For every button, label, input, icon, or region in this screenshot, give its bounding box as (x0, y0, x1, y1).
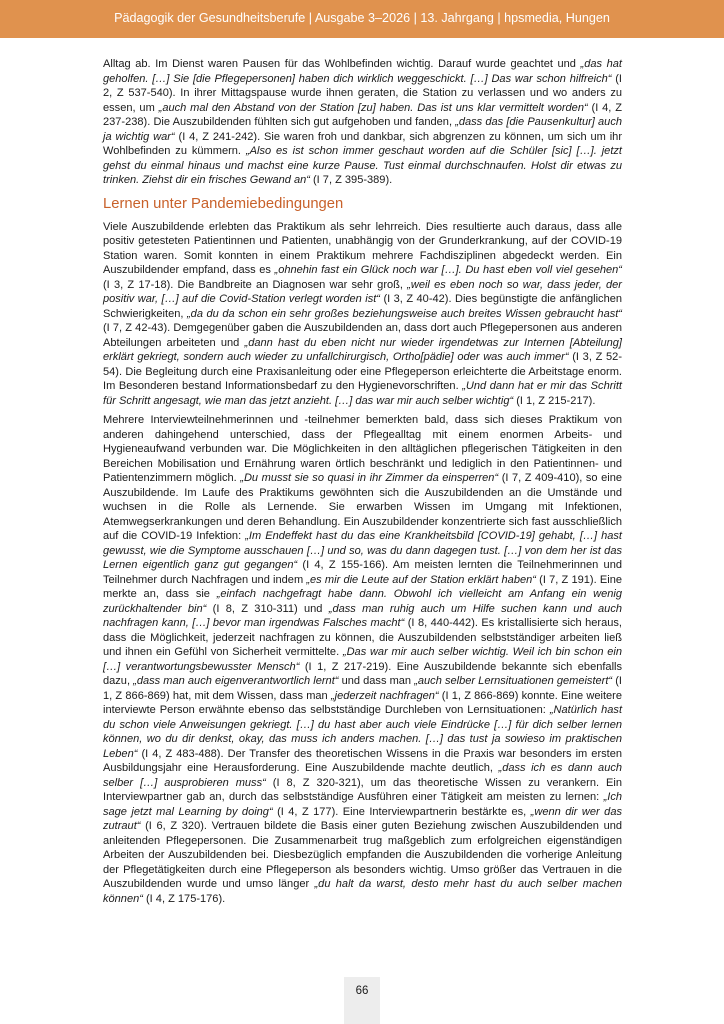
body-text: (I 4, Z 155-166). Am meisten lernten die Teilnehmerinnen und Teilnehmer durch Nachfragen und indem (103, 559, 622, 586)
journal-header-title: Pädagogik der Gesundheitsberufe | Ausgabe 3–2026 | 13. Jahrgang | hpsmedia, Hungen (114, 11, 610, 25)
quote-text: „weil es eben noch so war, dass jeder, der positiv war, […] auf die Covid-Station verlegt worden ist“ (103, 278, 622, 305)
article-body (103, 57, 622, 911)
quote-text: „Also es ist schon immer geschaut worden auf die Schüler [sic] […]. jetzt gehst du einmal hinaus und machst eine kurze Pause. Tust einmal durchschnaufen. Holst dir etwas zu trinken. Ziehst dir ein frisches Gewand an“ (103, 145, 622, 186)
body-text: (I 8, Z 310-311) und (206, 602, 329, 615)
body-text: (I 1, Z 866-869) hat, mit dem Wissen, dass man (103, 675, 622, 702)
journal-header-bar (0, 0, 724, 38)
body-paragraph-2 (103, 413, 622, 906)
quote-text: „auch mal den Abstand von der Station [zu] haben. Das ist uns klar vermittelt worden“ (158, 101, 588, 114)
quote-text: „dass das [die Pausenkultur] auch ja wichtig war“ (103, 116, 622, 143)
quote-text: „Du musst sie so quasi in ihr Zimmer da einsperren“ (240, 472, 499, 484)
body-text: und dass man (338, 675, 415, 687)
quote-text: „jederzeit nachfragen“ (330, 689, 439, 702)
body-paragraph-1 (103, 220, 622, 409)
body-text: (I 3, Z 40-42). Dies begünstigte die anfänglichen Schwierigkeiten, (103, 293, 622, 320)
section-heading: Lernen unter Pandemiebedingungen (103, 195, 344, 212)
body-text: (I 1, Z 866-869) konnte. Eine weitere interviewte Person erwähnte ebenso das selbstständige Durchleben von Lernsituationen: (103, 689, 623, 716)
page-number-box (344, 977, 380, 1024)
quote-text: „es mir die Leute auf der Station erklärt haben“ (306, 573, 536, 586)
quote-text: „einfach nachgefragt habe dann. Obwohl ich vielleicht am Anfang ein wenig zurückhaltender bin“ (103, 588, 622, 615)
body-text: (I 8, Z 320-321), um das theoretische Wissen zu verankern. Ein Interviewpartner gab an, durch das selbstständige Ausführen einer Tätigkeit am meisten zu lernen: (103, 776, 623, 803)
quote-text: „dass ich es dann auch selber […] ausprobieren muss“ (103, 762, 623, 789)
quote-text: „du halt da warst, desto mehr hast du auch selber machen können“ (103, 878, 622, 905)
quote-text: „wenn dir wer das zutraut“ (103, 805, 622, 832)
body-text: (I 2, Z 537-540). In ihrer Mittagspause wurde ihnen geraten, die Station zu verlassen und wo anders zu essen, um (103, 72, 622, 114)
body-text: (I 1, Z 217-219). Eine Auszubildende bekannte sich ebenfalls dazu, (103, 660, 622, 687)
quote-text: „Das war mir auch selber wichtig. Weil ich bin schon ein […] verantwortungsbewusster Mensch“ (103, 646, 622, 673)
quote-text: „Und dann hat er mir das Schritt für Schritt angesagt, wie man das jetzt anzieht. […] das war mir auch selber wichtig“ (103, 380, 622, 407)
body-text: (I 7, Z 191). Eine merkte an, dass sie (103, 573, 622, 600)
quote-text: „ohnehin fast ein Glück noch war […]. Du hast eben voll viel gesehen“ (274, 264, 622, 276)
quote-text: „Im Endeffekt hast du das eine Krankheitsbild [COVID-19] gehabt, […] hast gewusst, wie die Symptome ausschauen […] und so, was du dann dagegen tust. […] von dem her ist das Lernen eigentlich ganz gut gegangen“ (103, 530, 622, 571)
body-text: (I 3, Z 52-54). Die Begleitung durch eine Praxisanleitung oder eine Pflegeperson erleichterte die Arbeitstage enorm. Im Besonderen bestand Informationsbedarf zu den Hygienevorschriften. (103, 351, 622, 392)
body-text: (I 4, Z 241-242). Sie waren froh und dankbar, sich abgrenzen zu können, um sich um ihr Wohlbefinden zu kümmern. (103, 130, 622, 157)
body-text: (I 3, Z 17-18). Die Bandbreite an Diagnosen war sehr groß, (103, 278, 408, 291)
body-text: (I 7, Z 409-410), so eine Auszubildende. Im Laufe des Praktikums gewöhnten sich die Auszubildenden an die Umstände und wuchsen in die Rolle als Lernende. Sie erwarben Wissen im Umgang mit Infektionen, Atemwegserkrankungen und deren Behandlung. Ein Auszubildender konzentrierte sich fast ausschließlich auf die COVID-19 Infektion: (103, 472, 622, 542)
body-text: (I 8, 440-442). Es kristallisierte sich heraus, dass die Möglichkeit, jederzeit nachfragen zu können, die Auszubildenden selbstständiger arbeiten ließ und ihnen ein Gefühl von Sicherheit vermittelte. (103, 617, 622, 658)
body-text: (I 7, Z 42-43). Demgegenüber gaben die Auszubildenden an, dass dort auch Pflegepersonen aus anderen Abteilungen arbeiteten und (103, 322, 622, 349)
quote-text: „dass man ruhig auch um Hilfe suchen kann und auch nachfragen kann, […] bevor man irgendwas Falsches macht“ (103, 602, 622, 629)
body-text: (I 1, Z 215-217). (513, 394, 596, 407)
quote-text: „dann hast du eben nicht nur wieder irgendetwas zur Internen [Abteilung] erklärt gekriegt, sondern auch wieder zu unfallchirurgisch, Ortho[pädie] oder was auch immer“ (103, 336, 622, 363)
body-text: Alltag ab. Im Dienst waren Pausen für das Wohlbefinden wichtig. Darauf wurde geachtet und (103, 58, 581, 70)
quote-text: „Natürlich hast du schon viele Anweisungen gekriegt. […] du hast aber auch viele Eindrücke […] für dich selber lernen können, wo du dir denkst, okay, das muss ich anders machen. […] das tust ja sowieso im praktischen Leben“ (103, 704, 623, 760)
quote-text: „auch selber Lernsituationen gemeistert“ (414, 675, 613, 687)
quote-text: „das hat geholfen. […] Sie [die Pflegepersonen] haben dich wirklich weggeschickt. […] Das war schon hilfreich“ (103, 58, 622, 85)
quote-text: „dass man auch eigenverantwortlich lernt“ (133, 675, 339, 687)
body-paragraph-intro (103, 57, 622, 188)
body-text: (I 6, Z 320). Vertrauen bildete die Basis einer guten Beziehung zwischen Auszubildenden und anleitenden Pflegepersonen. Die Zusammenarbeit trug maßgeblich zum erfolgreichen eigenständigen Arbeiten der Auszubildenden bei. Diesbezüglich empfanden die Auszubildenden die vorherige Anleitung der Pflegetätigkeiten durch eine Pflegeperson als besonders wichtig. Umso größer das Vertrauen in die Auszubildenden wurde und umso länger (103, 820, 622, 890)
quote-text: „Ich sage jetzt mal Learning by doing“ (103, 791, 622, 818)
body-text: (I 7, Z 395-389). (309, 174, 393, 186)
body-text: Mehrere Interviewteilnehmerinnen und -teilnehmer bemerkten bald, dass sich dieses Praktikum von anderen dahingehend unterschied, dass der Pflegealltag mit einem enormen Arbeits- und Hygieneaufwand verbunden war. Die Möglichkeiten in den alltäglichen pflegerischen Tätigkeiten in den Bereichen Mobilisation und Ernährung waren örtlich beschränkt und lediglich in den Patientinnen- und Patientenzimmern möglich. (103, 414, 622, 484)
body-text: (I 4, Z 483-488). Der Transfer des theoretischen Wissens in die Praxis war besonders im ersten Ausbildungsjahr eine Herausforderung. Eine Auszubildende machte deutlich, (103, 747, 622, 774)
body-text: (I 4, Z 175-176). (142, 892, 226, 905)
body-text: (I 4, Z 177). Eine Interviewpartnerin bestärkte es, (272, 805, 531, 818)
quote-text: „da du da schon ein sehr großes beziehungsweise auch breites Wissen gebraucht hast“ (187, 307, 622, 320)
body-text: Viele Auszubildende erlebten das Praktikum als sehr lehrreich. Dies resultierte auch daraus, dass alle positiv getesteten Patientinnen und Patienten, unabhängig von der Grunderkrankung, auf der COVID-19 Station waren. Somit konnten in einem Praktikum mehrere Fachdisziplinen abgedeckt werden. Ein Auszubildender empfand, dass es (103, 220, 622, 276)
page-number: 66 (355, 985, 369, 997)
body-text: (I 4, Z 237-238). Die Auszubildenden fühlten sich gut aufgehoben und fanden, (103, 101, 622, 128)
